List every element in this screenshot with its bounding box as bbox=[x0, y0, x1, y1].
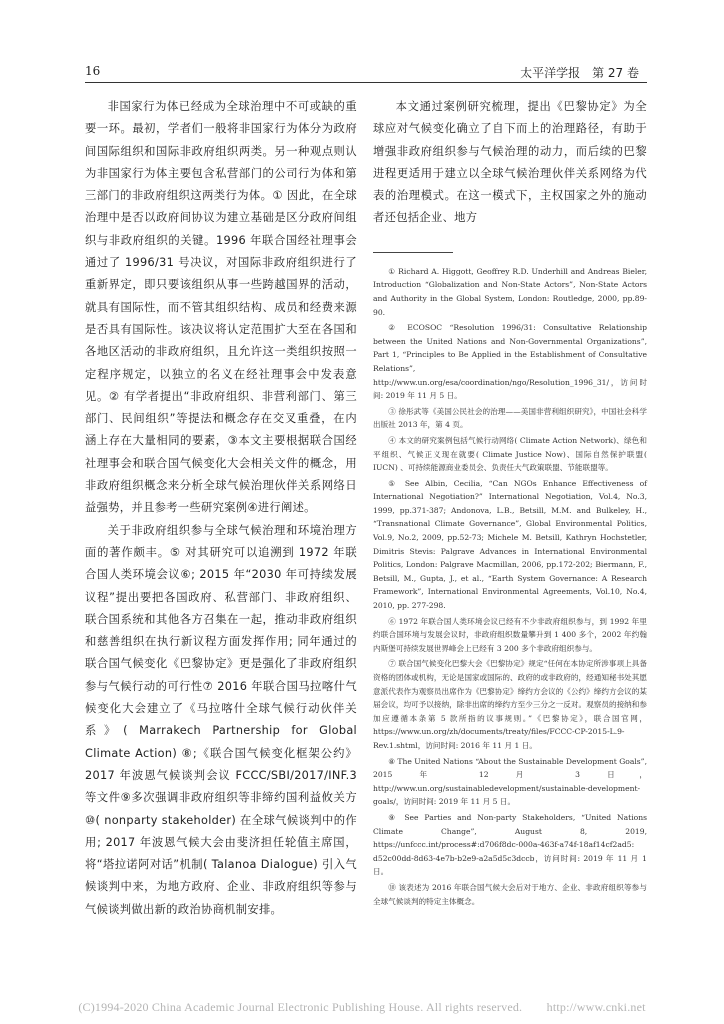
left-column bbox=[85, 96, 357, 921]
right-column bbox=[373, 96, 647, 910]
footnotes bbox=[373, 265, 647, 908]
footnote-rule bbox=[373, 252, 453, 253]
footnote-mark: ④ bbox=[388, 435, 396, 445]
footnote bbox=[373, 434, 647, 475]
footnote-text: 本文的研究案例包括气候行动网络( Climate Action Network)、绿色和平组织、气候正义现在就要( Climate Justice Now)、国际自然保护联盟( IUCN) 、可持续能源商业委员会、负责任大气政策联盟、节能联盟等。 bbox=[373, 435, 648, 473]
page-number: 16 bbox=[85, 64, 101, 78]
body-paragraph: 关于非政府组织参与全球气候治理和环境治理方面的著作颇丰。⑤ 对其研究可以追溯到 1972 年联合国人类环境会议⑥; 2015 年“2030 年可持续发展议程”提出要把各国政府、私营部门、非政府组织、联合国系统和其他各方召集在一起，推动非政府组织和慈善组织在执行新议程方面发挥作用; 同年通过的联合国气候变化《巴黎协定》更是强化了非政府组织参与气候行动的可行性⑦ 2016 年联合国马拉喀什气候变化大会建立了《马拉喀什全球气候行动伙伴关系》( Marrakech Partnership for Global Climate Action) ⑧;《联合国气候变化框架公约》2017 年波恩气候谈判会议 FCCC/SBI/2017/INF.3 等文件⑨多次强调非政府组织等非缔约国利益攸关方⑩( nonparty stakeholder) 在全球气候谈判中的作用; 2017 年波恩气候大会由斐济担任轮值主席国，将“塔拉诺阿对话”机制( Talanoa Dialogue) 引入气候谈判中来，为地方政府、企业、非政府组织等参与气候谈判做出新的政治协商机制安排。 bbox=[85, 523, 357, 916]
body-paragraph: 本文通过案例研究梳理，提出《巴黎协定》为全球应对气候变化确立了自下而上的治理路径，有助于增强非政府组织参与气候治理的动力，而后续的巴黎进程更适用于建立以全球气候治理伙伴关系网络为代表的治理模式。在这一模式下，主权国家之外的施动者还包括企业、地方 bbox=[373, 100, 647, 225]
footnote-text: 联合国气候变化巴黎大会《巴黎协定》规定“任何在本协定所涉事项上具备资格的团体或机构，无论是国家或国际的、政府的或非政府的，经通知秘书处其愿意派代表作为观察员出席作为《巴黎协定》缔约方会议的《公约》缔约方会议的某届会议，均可予以接纳，除非出席的缔约方至少三分之一反对。观察员的接纳和参加应遵循本条第 5 款所指的议事规则。”《巴黎协定》，联合国官网，https://www.un.org/zh/documents/treaty/files/FCCC-CP-2015-L.9-Rev.1.shtml，访问时间: 2016 年 11 月 1 日。 bbox=[373, 659, 648, 750]
footnote bbox=[373, 755, 647, 809]
footnote-text: 该表述为 2016 年联合国气候大会后对于地方、企业、非政府组织等参与全球气候谈判的特定主体概念。 bbox=[373, 882, 647, 906]
footnote bbox=[373, 405, 647, 432]
footnote-text: ECOSOC “Resolution 1996/31: Consultative Relationship between the United Nations and Non-Governmental Organizations”, Part 1, “Principles to Be Applied in the Establishment of Consultative Relations”, http://www.un.org/esa/coordination/ngo/Resolution_1996_31/，访问时间: 2019 年 11 月 5 日。 bbox=[373, 323, 647, 401]
footnote-mark: ⑦ bbox=[388, 659, 396, 669]
footnote bbox=[373, 657, 647, 752]
footnote bbox=[373, 265, 647, 319]
footnote bbox=[373, 615, 647, 656]
footnote-text: 徐彤武等《美国公民社会的治理——美国非营利组织研究》，中国社会科学出版社 2013 年，第 4 页。 bbox=[373, 406, 647, 430]
footnote-mark: ⑨ bbox=[388, 812, 399, 822]
footnote-mark: ⑥ bbox=[388, 616, 396, 626]
copyright-watermark: (C)1994-2020 China Academic Journal Electronic Publishing House. All rights reserved. http://www.cnki.net bbox=[78, 1000, 646, 1014]
journal-header: 太平洋学报 第 27 卷 bbox=[520, 66, 639, 80]
footnote-text: See Parties and Non-party Stakeholders, “United Nations Climate Change”, August 8, 2019, https://unfccc.int/process#:d706f8dc-000a-463f-a74f-18af14cf2ad5: d52c00dd-8d63-4e7b-b2e9-a2a5d5c3dccb，访问时间: 2019 年 11 月 1 日。 bbox=[373, 812, 648, 877]
footnote-mark: ② bbox=[388, 323, 400, 333]
footnote-text: 1972 年联合国人类环境会议已经有不少非政府组织参与，到 1992 年里约联合国环境与发展会议时，非政府组织数量攀升到 1 400 多个，2002 年约翰内斯堡可持续发展世界峰会上已经有 3 200 多个非政府组织参与。 bbox=[373, 616, 648, 653]
footnote bbox=[373, 881, 647, 908]
body-paragraph: 非国家行为体已经成为全球治理中不可或缺的重要一环。最初，学者们一般将非国家行为体分为政府间国际组织和国际非政府组织两类。另一种观点则认为非国家行为体主要包含私营部门的公司行为体和第三部门的非政府组织这两类行为体。① 因此，在全球治理中是否以政府间协议为建立基础是区分政府间组织与非政府组织的关键。1996 年联合国经社理事会通过了 1996/31 号决议，对国际非政府组织进行了重新界定，即只要该组织从事一些跨越国界的活动，就具有国际性，而不管其组织结构、成员和经费来源是否具有国际性。该决议将认定范围扩大至在各国和各地区活动的非政府组织，且允许这一类组织按照一定程序规定，以独立的名义在经社理事会中发表意见。② 有学者提出“非政府组织、非营利部门、第三部门、民间组织”等提法和概念存在交叉重叠，在内涵上存在大量相同的要素，③本文主要根据联合国经社理事会和联合国气候变化大会相关文件的概念，用非政府组织概念来分析全球气候治理伙伴关系网络日益强势，并且参考一些研究案例④进行阐述。 bbox=[85, 100, 357, 515]
footnote-mark: ⑤ bbox=[388, 478, 399, 488]
footnote bbox=[373, 477, 647, 613]
footnote-mark: ① bbox=[388, 266, 396, 276]
footnote-mark: ⑧ bbox=[388, 756, 395, 766]
header-rule bbox=[85, 82, 647, 83]
footnote bbox=[373, 321, 647, 403]
footnote bbox=[373, 811, 647, 879]
footnote-text: See Albin, Cecilia, “Can NGOs Enhance Effectiveness of International Negotiation?” International Negotiation, Vol.4, No.3, 1999, pp.371-387; Andonova, L.B., Betsill, M.M. and Bulkeley, H., “Transnational Climate Governance”, Global Environmental Politics, Vol.9, No.2, 2009, pp.52-73; Michele M. Betsill, Kathryn Hochstetler, Dimitris Stevis: Palgrave Advances in International Environmental Politics, London: Palgrave Macmillan, 2006, pp.172-202; Biermann, F., Betsill, M., Gupta, J., et al., “Earth System Governance: A Research Framework”, International Environmental Agreements, Vol.10, No.4, 2010, pp. 277-298. bbox=[373, 478, 647, 611]
footnote-mark: ⑩ bbox=[388, 882, 396, 892]
footnote-text: The United Nations “About the Sustainable Development Goals”, 2015 年 12 月 3 日，http://www.un.org/sustainabledevelopment/sustainable-development-goals/，访问时间: 2019 年 11 月 5 日。 bbox=[373, 756, 647, 807]
footnote-mark: ③ bbox=[388, 406, 396, 416]
footnote-text: Richard A. Higgott, Geoffrey R.D. Underhill and Andreas Bieler, Introduction “Globalization and Non-State Actors”, Non-State Actors and Authority in the Global System, London: Routledge, 2000, pp.89-90. bbox=[373, 266, 647, 317]
